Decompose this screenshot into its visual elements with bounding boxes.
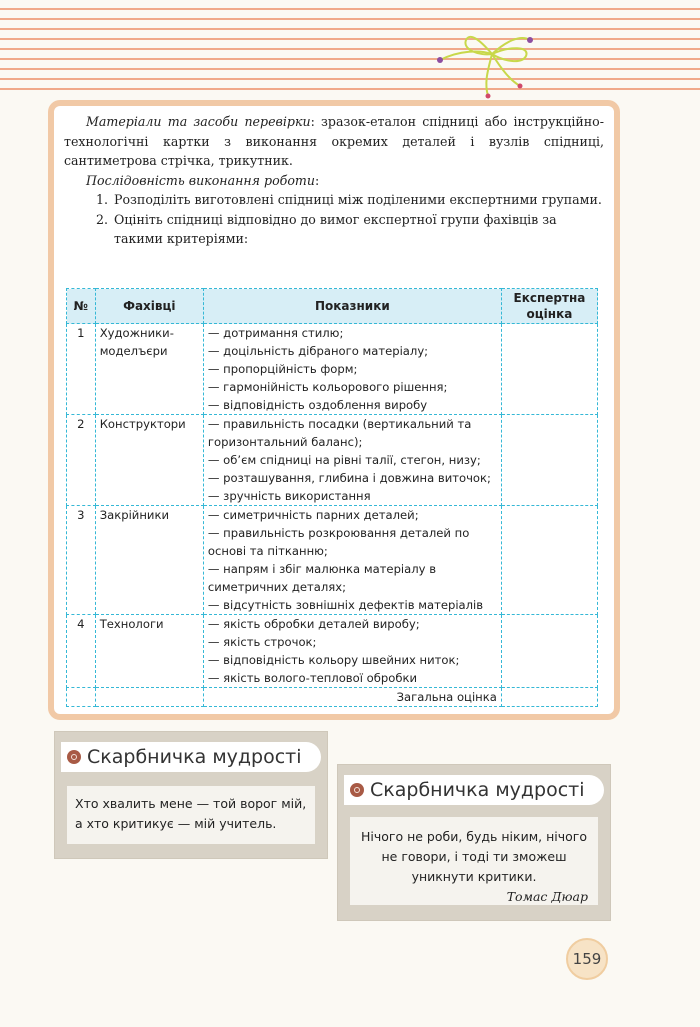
header-num: № [67,289,96,324]
page-number: 159 [566,938,608,980]
row-specialists: Технологи [95,615,203,688]
step-item: 2. Оцініть спідниці відповідно до вимог експертної групи фахівців за такими критеріями: [95,211,557,246]
materials-paragraph [64,112,604,171]
row-indicators: — дотримання стилю; — доцільність дібраного матеріалу; — пропорційність форм; — гармонійність кольорового рішення; — відповідність оздоблення виробу [203,324,501,415]
row-num: 4 [67,615,96,688]
instructions-block [64,112,604,249]
row-rating-cell [501,415,597,506]
wisdom-quote: Хто хвалить мене — той ворог мій, а хто критикує — мій учитель. [75,796,307,831]
sequence-label: Послідовність виконання роботи [86,172,315,188]
bullet-icon [67,750,81,764]
table-row [67,415,598,506]
table-total-row [67,688,598,707]
sequence-paragraph: Послідовність виконання роботи: [86,172,320,188]
materials-label: Матеріали та засоби перевірки [86,114,311,129]
total-rating-cell [501,688,597,707]
header-rating: Експертна оцінка [501,289,597,324]
bullet-icon [350,783,364,797]
row-specialists: Конструктори [95,415,203,506]
row-rating-cell [501,615,597,688]
wisdom-card-header [344,775,604,805]
header-indicators: Показники [203,289,501,324]
row-num: 1 [67,324,96,415]
wisdom-card-title: Скарбничка мудрості [87,746,302,768]
row-specialists: Закрійники [95,506,203,615]
row-indicators: — якість обробки деталей виробу; — якість строчок; — відповідність кольору швейних ниток; — якість волого-теплової обробки [203,615,501,688]
total-label: Загальна оцінка [203,688,501,707]
table-row [67,506,598,615]
wisdom-card [55,732,327,858]
wisdom-card-body [350,817,598,905]
wisdom-card [338,765,610,920]
quote-author: Томас Дюар [506,889,588,904]
materials-text: : зразок-еталон спідниці або інструкційно-технологічні картки з виконання окремих деталей і вузлів спідниці, сантиметрова стрічка, трикутник. [64,114,604,168]
ribbon-bow-decoration [430,20,540,110]
step-item: 1. Розподіліть виготовлені спідниці між поділеними експертними групами. [95,192,602,207]
wisdom-card-body [67,786,315,844]
header-specialists: Фахівці [95,289,203,324]
wisdom-card-header [61,742,321,772]
row-specialists: Художники-моделъєри [95,324,203,415]
header-stripes [0,0,700,95]
row-rating-cell [501,506,597,615]
criteria-table [66,288,598,707]
wisdom-card-title: Скарбничка мудрості [370,779,585,801]
table-row [67,324,598,415]
table-row [67,615,598,688]
row-indicators: — правильність посадки (вертикальний та горизонтальний баланс); — об’єм спідниці на рівні талії, стегон, низу; — розташування, глибина і довжина виточок; — зручність використання [203,415,501,506]
wisdom-quote: Нічого не роби, будь ніким, нічого не говори, і тоді ти зможеш уникнути критики. [361,829,587,884]
table-header-row [67,289,598,324]
row-num: 2 [67,415,96,506]
row-indicators: — симетричність парних деталей; — правильність розкроювання деталей по основі та пітканню; — напрям і збіг малюнка матеріалу в симетричних деталях; — відсутність зовнішніх дефектів матеріалів [203,506,501,615]
row-num: 3 [67,506,96,615]
row-rating-cell [501,324,597,415]
